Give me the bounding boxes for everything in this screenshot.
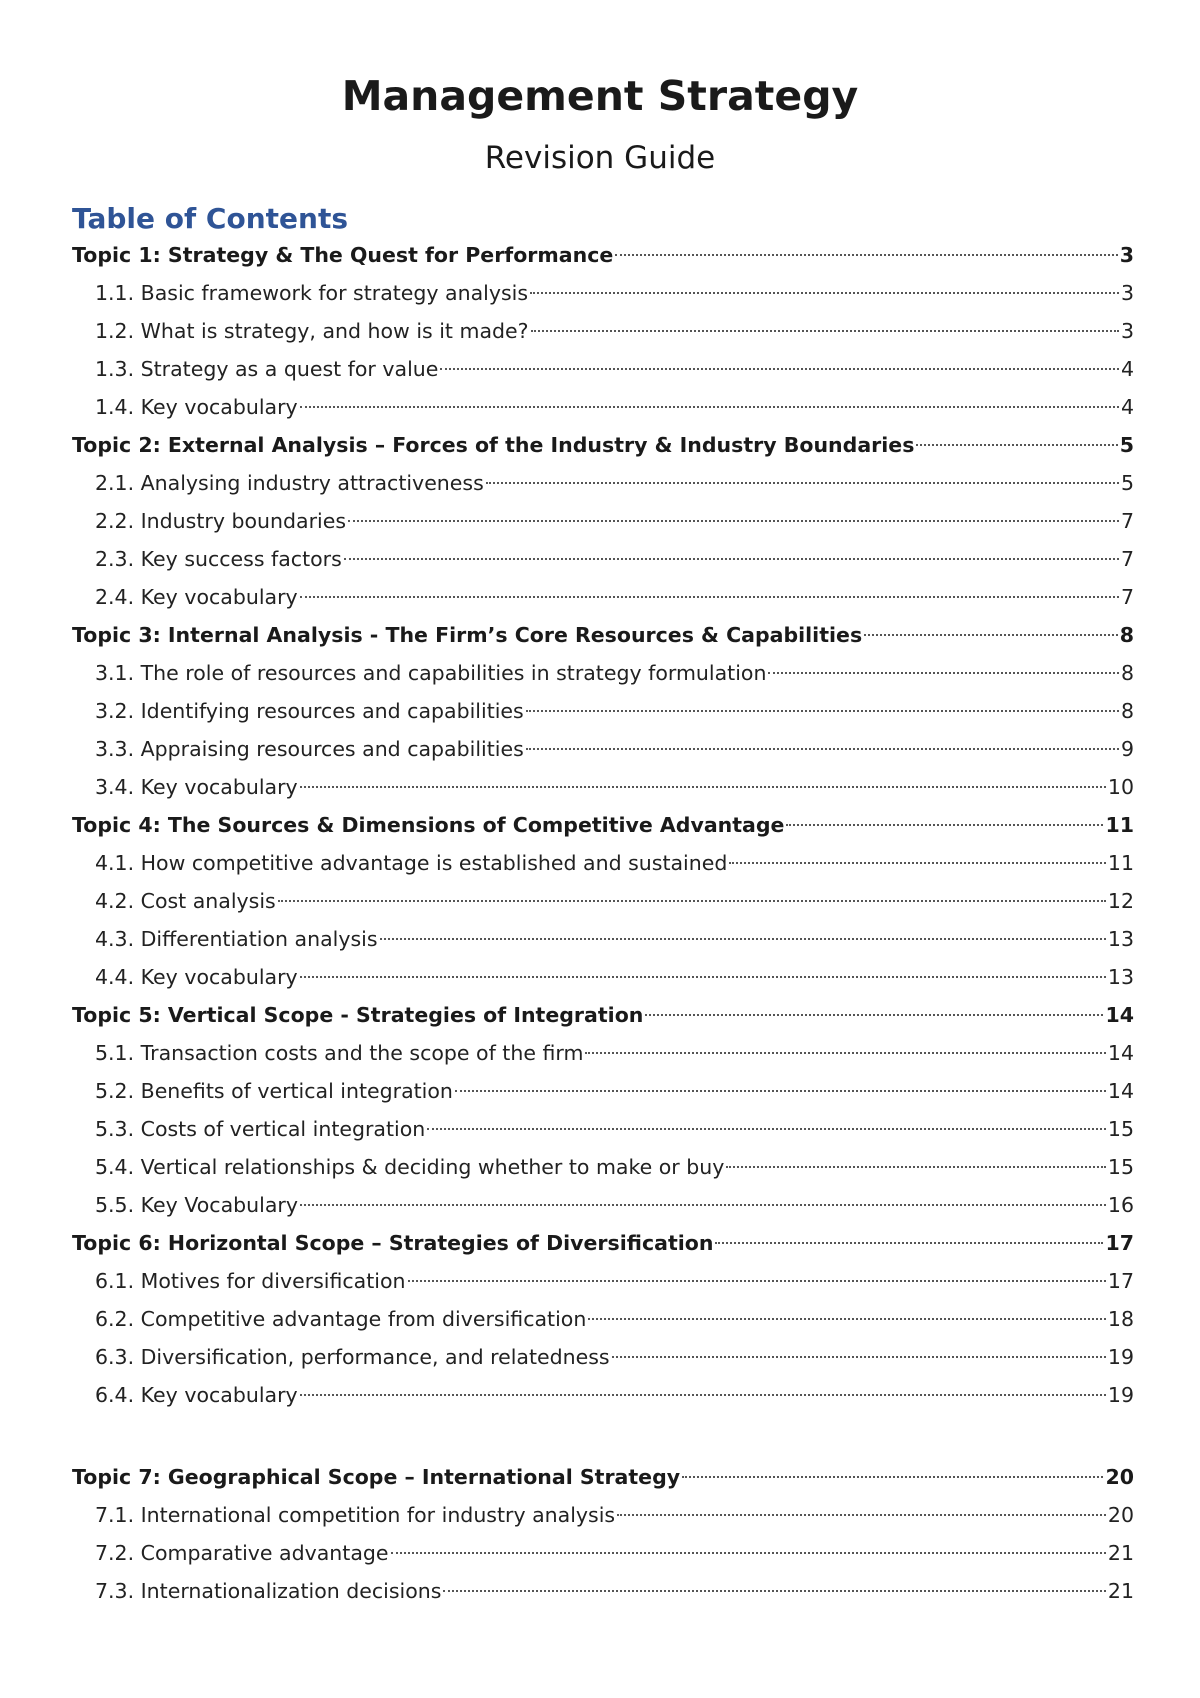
toc-entry-title: 3.2. Identifying resources and capabilities bbox=[95, 699, 524, 723]
table-of-contents bbox=[0, 236, 1200, 1610]
toc-page-number: 5 bbox=[1119, 433, 1134, 457]
toc-topic-entry[interactable] bbox=[0, 1224, 1200, 1262]
toc-dot-leader bbox=[916, 442, 1117, 446]
toc-subsection-entry[interactable] bbox=[0, 1534, 1200, 1572]
toc-dot-leader bbox=[348, 518, 1119, 522]
toc-entry-title: Topic 5: Vertical Scope - Strategies of Integration bbox=[72, 1003, 644, 1027]
toc-dot-leader bbox=[300, 594, 1119, 598]
toc-page-number: 4 bbox=[1120, 395, 1134, 419]
toc-entry-title: 3.1. The role of resources and capabilities in strategy formulation bbox=[95, 661, 767, 685]
toc-entry-title: Topic 1: Strategy & The Quest for Performance bbox=[72, 243, 614, 267]
toc-topic-entry[interactable] bbox=[0, 426, 1200, 464]
toc-topic-entry[interactable] bbox=[0, 996, 1200, 1034]
toc-page-number: 21 bbox=[1107, 1579, 1134, 1603]
toc-dot-leader bbox=[786, 822, 1103, 826]
toc-page-number: 11 bbox=[1107, 851, 1134, 875]
toc-dot-leader bbox=[300, 404, 1119, 408]
toc-entry-title: Topic 7: Geographical Scope – International Strategy bbox=[72, 1465, 681, 1489]
toc-page-number: 7 bbox=[1120, 509, 1134, 533]
toc-entry-title: 6.1. Motives for diversification bbox=[95, 1269, 406, 1293]
toc-page-number: 14 bbox=[1107, 1041, 1134, 1065]
toc-subsection-entry[interactable] bbox=[0, 882, 1200, 920]
toc-subsection-entry[interactable] bbox=[0, 350, 1200, 388]
toc-dot-leader bbox=[726, 1164, 1106, 1168]
toc-dot-leader bbox=[427, 1126, 1106, 1130]
toc-subsection-entry[interactable] bbox=[0, 1338, 1200, 1376]
toc-dot-leader bbox=[443, 1588, 1105, 1592]
toc-entry-title: 6.3. Diversification, performance, and relatedness bbox=[95, 1345, 610, 1369]
toc-page-number: 20 bbox=[1105, 1465, 1134, 1489]
toc-page-number: 4 bbox=[1120, 357, 1134, 381]
toc-entry-title: 4.1. How competitive advantage is established and sustained bbox=[95, 851, 728, 875]
toc-page-number: 19 bbox=[1107, 1345, 1134, 1369]
toc-page-number: 12 bbox=[1107, 889, 1134, 913]
toc-dot-leader bbox=[768, 670, 1119, 674]
toc-entry-title: 4.4. Key vocabulary bbox=[95, 965, 298, 989]
toc-entry-title: 2.1. Analysing industry attractiveness bbox=[95, 471, 484, 495]
toc-entry-title: 5.4. Vertical relationships & deciding whether to make or buy bbox=[95, 1155, 725, 1179]
document-subtitle: Revision Guide bbox=[484, 140, 716, 176]
toc-entry-title: 1.2. What is strategy, and how is it made? bbox=[95, 319, 529, 343]
toc-entry-title: Topic 2: External Analysis – Forces of the Industry & Industry Boundaries bbox=[72, 433, 915, 457]
toc-entry-title: 3.3. Appraising resources and capabilities bbox=[95, 737, 524, 761]
toc-entry-title: 2.4. Key vocabulary bbox=[95, 585, 298, 609]
toc-dot-leader bbox=[612, 1354, 1106, 1358]
toc-entry-title: 4.2. Cost analysis bbox=[95, 889, 276, 913]
toc-entry-title: 5.5. Key Vocabulary bbox=[95, 1193, 298, 1217]
toc-page-number: 17 bbox=[1105, 1231, 1134, 1255]
toc-page-number: 19 bbox=[1107, 1383, 1134, 1407]
toc-dot-leader bbox=[408, 1278, 1106, 1282]
toc-dot-leader bbox=[729, 860, 1106, 864]
toc-page-number: 20 bbox=[1107, 1503, 1134, 1527]
toc-entry-title: 7.1. International competition for industry analysis bbox=[95, 1503, 616, 1527]
toc-subsection-entry[interactable] bbox=[0, 1376, 1200, 1414]
toc-page-number: 17 bbox=[1107, 1269, 1134, 1293]
toc-dot-leader bbox=[391, 1550, 1106, 1554]
toc-page-number: 13 bbox=[1107, 927, 1134, 951]
toc-page-number: 18 bbox=[1107, 1307, 1134, 1331]
toc-page-number: 15 bbox=[1107, 1155, 1134, 1179]
toc-topic-entry[interactable] bbox=[0, 616, 1200, 654]
toc-page-number: 11 bbox=[1105, 813, 1134, 837]
toc-entry-title: 1.1. Basic framework for strategy analysis bbox=[95, 281, 529, 305]
toc-topic-entry[interactable] bbox=[0, 806, 1200, 844]
toc-entry-title: 6.4. Key vocabulary bbox=[95, 1383, 298, 1407]
toc-subsection-entry[interactable] bbox=[0, 1072, 1200, 1110]
toc-subsection-entry[interactable] bbox=[0, 1496, 1200, 1534]
toc-entry-title: 1.3. Strategy as a quest for value bbox=[95, 357, 439, 381]
toc-dot-leader bbox=[526, 746, 1119, 750]
toc-dot-leader bbox=[486, 480, 1119, 484]
toc-dot-leader bbox=[682, 1474, 1103, 1478]
toc-entry-title: Topic 4: The Sources & Dimensions of Competitive Advantage bbox=[72, 813, 785, 837]
toc-dot-leader bbox=[278, 898, 1106, 902]
toc-entry-title: 7.3. Internationalization decisions bbox=[95, 1579, 442, 1603]
toc-subsection-entry[interactable] bbox=[0, 844, 1200, 882]
toc-page-number: 3 bbox=[1120, 281, 1134, 305]
toc-page-number: 8 bbox=[1119, 623, 1134, 647]
toc-subsection-entry[interactable] bbox=[0, 388, 1200, 426]
toc-entry-title: 5.2. Benefits of vertical integration bbox=[95, 1079, 453, 1103]
toc-dot-leader bbox=[615, 252, 1117, 256]
toc-topic-entry[interactable] bbox=[0, 1458, 1200, 1496]
toc-subsection-entry[interactable] bbox=[0, 464, 1200, 502]
toc-subsection-entry[interactable] bbox=[0, 1262, 1200, 1300]
toc-page-number: 13 bbox=[1107, 965, 1134, 989]
toc-subsection-entry[interactable] bbox=[0, 1148, 1200, 1186]
toc-heading: Table of Contents bbox=[72, 202, 349, 235]
toc-entry-title: 2.2. Industry boundaries bbox=[95, 509, 347, 533]
toc-page-number: 10 bbox=[1107, 775, 1134, 799]
toc-dot-leader bbox=[531, 328, 1119, 332]
toc-entry-title: 1.4. Key vocabulary bbox=[95, 395, 298, 419]
toc-page-number: 8 bbox=[1120, 661, 1134, 685]
toc-entry-title: 5.1. Transaction costs and the scope of the firm bbox=[95, 1041, 584, 1065]
toc-entry-title: Topic 3: Internal Analysis - The Firm’s Core Resources & Capabilities bbox=[72, 623, 863, 647]
toc-entry-title: 6.2. Competitive advantage from diversification bbox=[95, 1307, 587, 1331]
toc-entry-title: 3.4. Key vocabulary bbox=[95, 775, 298, 799]
toc-subsection-entry[interactable] bbox=[0, 1186, 1200, 1224]
toc-page-number: 15 bbox=[1107, 1117, 1134, 1141]
toc-subsection-entry[interactable] bbox=[0, 274, 1200, 312]
toc-dot-leader bbox=[585, 1050, 1105, 1054]
document-title: Management Strategy bbox=[341, 72, 859, 120]
toc-subsection-entry[interactable] bbox=[0, 540, 1200, 578]
toc-dot-leader bbox=[715, 1240, 1103, 1244]
toc-subsection-entry[interactable] bbox=[0, 578, 1200, 616]
toc-entry-title: 4.3. Differentiation analysis bbox=[95, 927, 378, 951]
toc-subsection-entry[interactable] bbox=[0, 1572, 1200, 1610]
toc-dot-leader bbox=[645, 1012, 1103, 1016]
toc-dot-leader bbox=[588, 1316, 1106, 1320]
toc-topic-entry[interactable] bbox=[0, 236, 1200, 274]
toc-dot-leader bbox=[300, 784, 1106, 788]
toc-page-number: 14 bbox=[1105, 1003, 1134, 1027]
toc-page-number: 8 bbox=[1120, 699, 1134, 723]
toc-entry-title: 2.3. Key success factors bbox=[95, 547, 342, 571]
toc-dot-leader bbox=[440, 366, 1119, 370]
toc-subsection-entry[interactable] bbox=[0, 312, 1200, 350]
toc-dot-leader bbox=[455, 1088, 1106, 1092]
toc-dot-leader bbox=[344, 556, 1119, 560]
toc-page-number: 16 bbox=[1107, 1193, 1134, 1217]
toc-entry-title: 7.2. Comparative advantage bbox=[95, 1541, 389, 1565]
toc-subsection-entry[interactable] bbox=[0, 768, 1200, 806]
toc-subsection-entry[interactable] bbox=[0, 958, 1200, 996]
toc-page-number: 5 bbox=[1120, 471, 1134, 495]
toc-dot-leader bbox=[530, 290, 1119, 294]
toc-subsection-entry[interactable] bbox=[0, 654, 1200, 692]
toc-entry-title: 5.3. Costs of vertical integration bbox=[95, 1117, 426, 1141]
toc-page-number: 9 bbox=[1120, 737, 1134, 761]
toc-subsection-entry[interactable] bbox=[0, 502, 1200, 540]
toc-dot-leader bbox=[864, 632, 1118, 636]
toc-dot-leader bbox=[300, 1392, 1106, 1396]
toc-dot-leader bbox=[300, 974, 1106, 978]
toc-subsection-entry[interactable] bbox=[0, 730, 1200, 768]
toc-subsection-entry[interactable] bbox=[0, 692, 1200, 730]
toc-dot-leader bbox=[380, 936, 1106, 940]
toc-dot-leader bbox=[617, 1512, 1106, 1516]
toc-dot-leader bbox=[300, 1202, 1106, 1206]
toc-subsection-entry[interactable] bbox=[0, 1110, 1200, 1148]
toc-page-number: 3 bbox=[1120, 319, 1134, 343]
toc-page-number: 14 bbox=[1107, 1079, 1134, 1103]
toc-subsection-entry[interactable] bbox=[0, 1034, 1200, 1072]
toc-subsection-entry[interactable] bbox=[0, 1300, 1200, 1338]
toc-entry-title: Topic 6: Horizontal Scope – Strategies of Diversification bbox=[72, 1231, 714, 1255]
toc-dot-leader bbox=[526, 708, 1119, 712]
toc-page-number: 3 bbox=[1119, 243, 1134, 267]
toc-page-number: 21 bbox=[1107, 1541, 1134, 1565]
toc-subsection-entry[interactable] bbox=[0, 920, 1200, 958]
toc-page-number: 7 bbox=[1120, 585, 1134, 609]
toc-page-number: 7 bbox=[1120, 547, 1134, 571]
